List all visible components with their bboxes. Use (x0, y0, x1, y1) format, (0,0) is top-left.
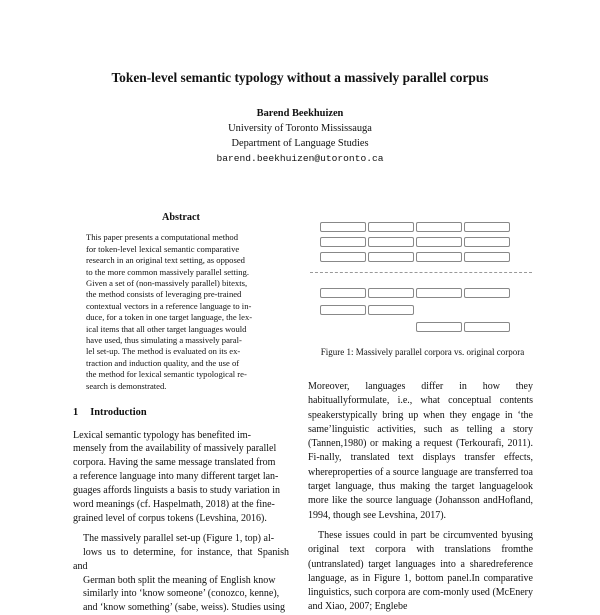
text-line: German both split the meaning of English know (73, 574, 289, 588)
author-name: Barend Beekhuizen (0, 106, 600, 121)
figure-box (416, 288, 462, 298)
figure-box (368, 288, 414, 298)
abstract-line: the method consists of leveraging pre-trained (86, 289, 276, 300)
abstract-line: contextual vectors in a reference language to in- (86, 301, 276, 312)
figure-box (416, 322, 462, 332)
abstract-line: the method for lexical semantic typological re- (86, 369, 276, 380)
text-line: a target language, thus making the target language (308, 467, 533, 492)
author-department: Department of Language Studies (0, 136, 600, 151)
text-line: properties of a source language are transferred to (332, 467, 528, 478)
figure-1 (310, 210, 532, 340)
left-column (73, 212, 289, 615)
text-line: The massively parallel set-up (Figure 1, top) al- (73, 532, 289, 546)
text-line: corpora. Having the same message translated from (73, 456, 289, 470)
text-line: Lexical semantic typology has benefited im- (73, 429, 289, 443)
figure-divider (310, 272, 532, 273)
text-line: linguistic activities, such as telling a story (Tannen, (308, 424, 533, 449)
section-number: 1 (73, 407, 78, 418)
abstract-line: for token-level lexical semantic comparative (86, 244, 276, 255)
text-line: Moreover, languages differ in how they habitually (308, 381, 533, 406)
text-line: the (untranslated) target languages into a shared (308, 544, 533, 569)
abstract-heading: Abstract (73, 212, 289, 223)
figure-box (368, 222, 414, 232)
text-line: formulate, i.e., what conceptual contents speakers (308, 395, 533, 420)
text-line: a reference language into many different target lan- (73, 470, 289, 484)
text-line: and ‘know something’ (sabe, weiss). Studies using (73, 601, 289, 615)
figure-box (320, 237, 366, 247)
abstract-line: duce, for a token in one target language, the lex- (86, 312, 276, 323)
figure-box (416, 237, 462, 247)
figure-box (320, 222, 366, 232)
text-line: reference language, as in Figure 1, bottom panel. (308, 559, 533, 584)
intro-paragraph-2 (73, 532, 289, 615)
abstract-line: traction and induction quality, and the use of (86, 358, 276, 369)
abstract-line: Given a set of (non-massively parallel) bitexts, (86, 278, 276, 289)
figure-box (320, 305, 366, 315)
abstract-line: search is demonstrated. (86, 381, 276, 392)
text-line: nally, translated text displays transfer effects, where (308, 452, 533, 477)
intro-body (73, 429, 289, 615)
right-paragraph-1 (308, 380, 533, 523)
abstract-line: research in an original text setting, as opposed (86, 255, 276, 266)
figure-box (464, 222, 510, 232)
text-line: lows us to determine, for instance, that Spanish and (73, 546, 289, 574)
text-line: mensely from the availability of massively parallel (73, 442, 289, 456)
right-paragraph-2 (308, 529, 533, 615)
paper-title: Token-level semantic typology without a massively parallel corpus (0, 70, 600, 86)
section-title: Introduction (90, 407, 146, 418)
abstract-text (86, 232, 276, 392)
text-line: typically bring up when they engage in ‘the same’ (308, 410, 533, 435)
text-line: similarly into ‘know someone’ (conozco, kenne), (73, 587, 289, 601)
text-line: guages affords linguists a basis to study variation in (73, 484, 289, 498)
text-line: In comparative linguistics, such corpora are com- (308, 573, 533, 598)
text-line: 1980) or making a request (Terkourafi, 2011). Fi- (308, 438, 533, 463)
text-line: monly used (McEnery and Xiao, 2007; Englebe (308, 587, 533, 612)
section-heading (73, 407, 289, 418)
figure-caption: Figure 1: Massively parallel corpora vs. original corpora (310, 347, 535, 357)
figure-box (320, 288, 366, 298)
figure-box (416, 252, 462, 262)
figure-box (368, 252, 414, 262)
author-block (0, 106, 600, 166)
figure-box (416, 222, 462, 232)
figure-box (368, 237, 414, 247)
intro-paragraph-1 (73, 429, 289, 526)
text-line: using original text corpora with translations from (308, 530, 533, 555)
figure-box (368, 305, 414, 315)
abstract-line: lel set-up. The method is evaluated on its ex- (86, 346, 276, 357)
figure-box (464, 288, 510, 298)
figure-box (320, 252, 366, 262)
figure-box (464, 237, 510, 247)
right-column (308, 380, 533, 615)
text-line: These issues could in part be circumvented by (318, 530, 511, 541)
author-email: barend.beekhuizen@utoronto.ca (0, 151, 600, 166)
author-affiliation: University of Toronto Mississauga (0, 121, 600, 136)
figure-box (464, 322, 510, 332)
abstract-line: ical items that all other target languages would (86, 324, 276, 335)
abstract-line: have used, thus simulating a massively paral- (86, 335, 276, 346)
text-line: Hofland, 1994, though see Levshina, 2017). (308, 495, 533, 520)
text-line: look more like the source language (Johansson and (308, 481, 533, 506)
abstract-line: to the more common massively parallel setting. (86, 267, 276, 278)
abstract-line: This paper presents a computational method (86, 232, 276, 243)
text-line: word meanings (cf. Haspelmath, 2018) at the fine- (73, 498, 289, 512)
figure-box (464, 252, 510, 262)
text-line: grained level of corpus tokens (Levshina, 2016). (73, 512, 289, 526)
